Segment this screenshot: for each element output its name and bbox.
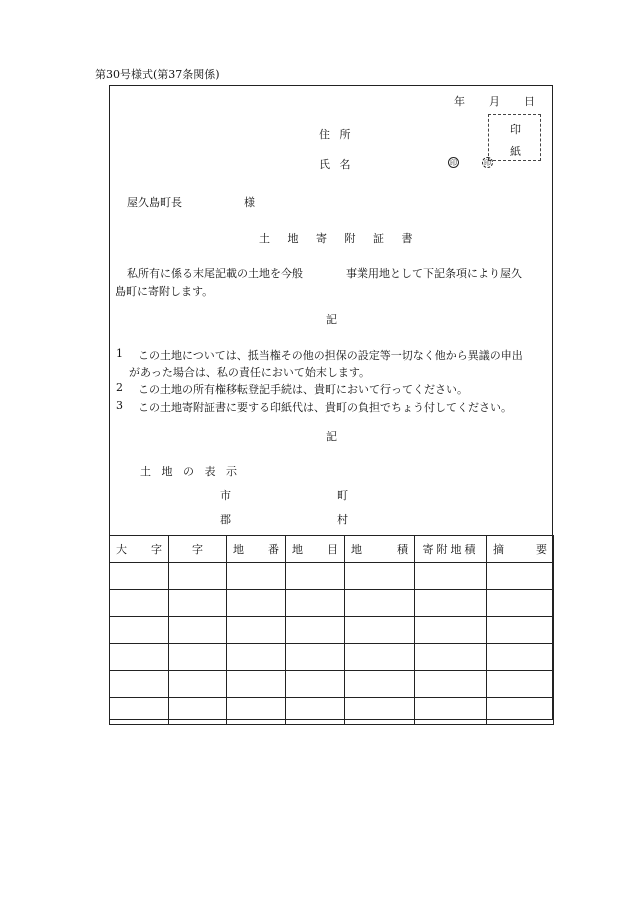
table-row [110, 698, 554, 725]
clause-3-num: 3 [116, 399, 123, 412]
table-cell[interactable] [487, 590, 554, 617]
clause-1-cont: があった場合は、私の責任において始末します。 [129, 366, 371, 379]
table-cell[interactable] [487, 644, 554, 671]
date-month: 月 [489, 95, 500, 108]
table-cell[interactable] [415, 698, 487, 725]
table-header-cell: 地 積 [345, 536, 415, 563]
table-cell[interactable] [487, 671, 554, 698]
table-cell[interactable] [415, 617, 487, 644]
table-cell[interactable] [487, 617, 554, 644]
table-cell[interactable] [227, 590, 286, 617]
table-cell[interactable] [169, 698, 227, 725]
table-cell[interactable] [110, 644, 169, 671]
table-cell[interactable] [286, 563, 345, 590]
name-label: 氏 名 [319, 158, 351, 171]
recipient-name: 屋久島町長 [127, 196, 182, 209]
table-cell[interactable] [227, 671, 286, 698]
form-number: 第30号様式(第37条関係) [95, 68, 220, 81]
table-cell[interactable] [110, 590, 169, 617]
table-cell[interactable] [345, 563, 415, 590]
table-cell[interactable] [286, 590, 345, 617]
table-row [110, 644, 554, 671]
table-cell[interactable] [110, 617, 169, 644]
table-header-cell: 地 番 [227, 536, 286, 563]
date-year: 年 [454, 95, 465, 108]
address-label: 住 所 [319, 128, 351, 141]
ki-heading-2: 記 [326, 430, 337, 443]
table-cell[interactable] [345, 698, 415, 725]
clause-3-text: この土地寄附証書に要する印紙代は、貴町の負担でちょう付してください。 [138, 401, 512, 414]
place-machi: 町 [337, 489, 348, 502]
land-table [109, 535, 554, 725]
table-cell[interactable] [286, 617, 345, 644]
clause-1-text: この土地については、抵当権その他の担保の設定等一切なく他から異議の申出 [138, 349, 523, 362]
table-row [110, 590, 554, 617]
clause-2-num: 2 [116, 381, 123, 394]
table-cell[interactable] [415, 563, 487, 590]
clause-2-text: この土地の所有権移転登記手続は、貴町において行ってください。 [138, 383, 468, 396]
intro-part3: 島町に寄附します。 [115, 285, 214, 298]
table-cell[interactable] [345, 617, 415, 644]
stamp-label-1: 印 [510, 123, 521, 136]
place-gun: 郡 [220, 513, 231, 526]
table-cell[interactable] [110, 563, 169, 590]
table-header-cell: 地 目 [286, 536, 345, 563]
clause-1-num: 1 [116, 347, 123, 360]
table-cell[interactable] [169, 563, 227, 590]
table-cell[interactable] [415, 644, 487, 671]
table-header-cell: 摘 要 [487, 536, 554, 563]
table-row [110, 563, 554, 590]
table-header-cell: 大 字 [110, 536, 169, 563]
table-cell[interactable] [169, 671, 227, 698]
table-cell[interactable] [227, 563, 286, 590]
table-header-cell: 寄附地積 [415, 536, 487, 563]
table-cell[interactable] [110, 698, 169, 725]
intro-part2: 事業用地として下記条項により屋久 [346, 267, 522, 280]
document-title: 土 地 寄 附 証 書 [259, 232, 413, 245]
table-cell[interactable] [415, 671, 487, 698]
table-cell[interactable] [169, 617, 227, 644]
table-cell[interactable] [345, 671, 415, 698]
table-cell[interactable] [169, 644, 227, 671]
place-mura: 村 [337, 513, 348, 526]
seal-mark-icon: 印 [450, 159, 457, 167]
table-cell[interactable] [286, 698, 345, 725]
table-cell[interactable] [415, 590, 487, 617]
table-cell[interactable] [286, 644, 345, 671]
seal-mark-stamp-icon: 印 [484, 159, 491, 167]
ki-heading-1: 記 [326, 313, 337, 326]
table-cell[interactable] [345, 590, 415, 617]
table-cell[interactable] [227, 617, 286, 644]
table-header-row [110, 536, 554, 563]
table-row [110, 671, 554, 698]
recipient-honorific: 様 [244, 196, 255, 209]
table-header-cell: 字 [169, 536, 227, 563]
table-cell[interactable] [286, 671, 345, 698]
table-cell[interactable] [169, 590, 227, 617]
table-cell[interactable] [345, 644, 415, 671]
land-display-label: 土 地 の 表 示 [140, 465, 237, 478]
table-cell[interactable] [487, 563, 554, 590]
intro-part1: 私所有に係る末尾記載の土地を今般 [127, 267, 303, 280]
table-cell[interactable] [227, 644, 286, 671]
table-cell[interactable] [227, 698, 286, 725]
table-cell[interactable] [110, 671, 169, 698]
place-shi: 市 [220, 489, 231, 502]
date-day: 日 [524, 95, 535, 108]
stamp-label-2: 紙 [510, 145, 521, 158]
table-cell[interactable] [487, 698, 554, 725]
table-row [110, 617, 554, 644]
